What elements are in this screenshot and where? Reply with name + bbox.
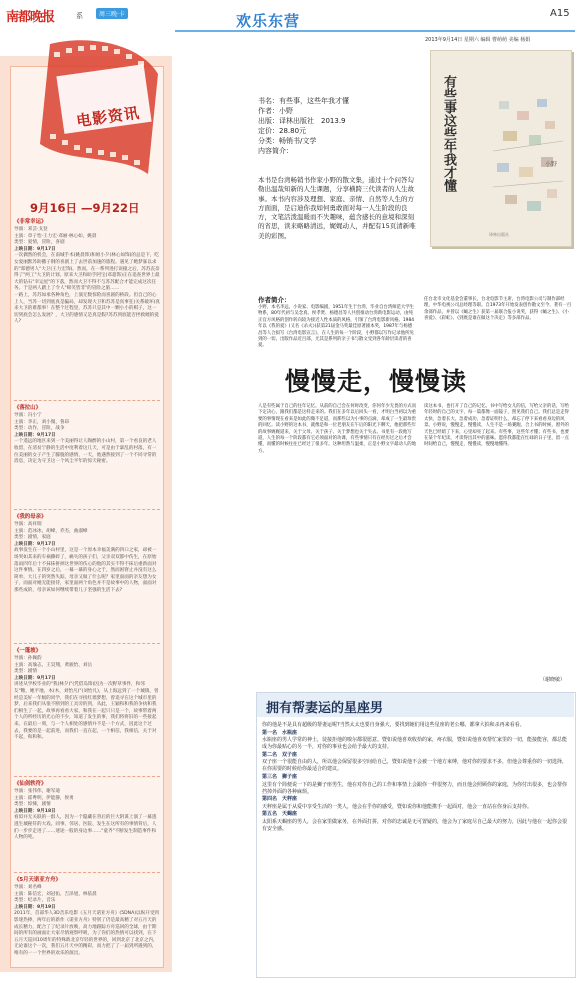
movie-date: 上映日期：9月17日 [14,541,56,547]
author-bio-column: 任台北市文化基金会董事长，台北电影节主席，台湾电影公司与制作部经理，中华电视公司总经理等职。自1973年开始发表创作散文至今，著有一百余部作品，并曾以《蛹之生》获第一届联合报小说奖，获得《蛹之生》、《小喜爱》、《彩虹》、《到底是谁在做这个决定》等多部作品。 [424,297,572,322]
book-title-line: 书名：有些事，这些年我才懂 [258,97,349,105]
movie-title: 《5月天诺亚方舟》 [14,877,61,883]
horoscope-rank-text: 水瓶座的男人学常的神士，徒接拒他的嗅尔都很愿意。暨如说他喜欢收拾的家，疼衣服，暨如说他喜欢帮忙家里的一切，能接能容，都总能成为你最贴心的另一半，对你的事业也会给予最大的支持。 [262,737,568,751]
movie-synopsis: 一路上，苏苏如承各种角色，上演无数惊险而喜剧的桥段。但自己的心上人，当苏一切到底真是骗局，却发现大卫和苏苏是真事狂(关系破坏)真来大卫的难都事！在整个过程里，苏苏只是其中一颗小小的棋子，这一切到底会怎么发展？，大卫的感情又是真是假?苏苏到底能否拯救她的爱人? [14,292,160,325]
movie-entry [14,218,160,326]
newspaper-logo: 南都晚报 [6,10,55,25]
book-cover-publisher: 译林出版社 [489,232,509,237]
movie-detail: 主演：高瑜志，王昊翔，黄骏怡，刘岳 [14,662,93,668]
movie-title: 《非常幸运》 [14,219,47,225]
movie-detail: 主演：李正，刘小微，鲁昂 [14,419,70,425]
essay-column: 读这本书，也打开了自己的记忆。书中写给女儿的信，写给父亲的话，写给年轻时的自己的文字，每一篇都像一面镜子，照见我们自己。我们总是走得太快，急着长大，急着成功，急着证明什么，却忘了停下来看看身边的风景。小野说，慢慢走，慢慢读，人生不是一场赛跑。合上书的时候，窗外的天色已经暗了下来，心里却亮了起来。有些事，这些年才懂；有些书，也要在某个年纪读，才读得出其中的滋味。愿你我都能在忙碌的日子里，留一点时间给自己，慢慢走，慢慢读，慢慢地懂得。 [424,404,569,448]
author-bio-heading: 作者简介： [258,296,291,304]
movie-date: 上映日期：9月17日 [14,675,56,681]
movie-detail: 类型：动作，冒险，战争 [14,426,65,432]
issue-meta: 2013年9月14日 星期六 编辑 曹萌萌 美编 杨娟 [425,37,531,43]
book-summary: 本书是台湾畅销书作家小野的散文集，通过十个问答勾勒出温哉知新的人生课题，分享横跨三代读者的人生故事。本书内容涉及理想、家庭、亲情、自然等人生的方方面面，是启迪你我如何勇敢面对每一人生阶段的良方，文笔活泼温暖而不失趣味，蕴含感长的意境和深刻的省思，读来略略清远，娓娓动人，并配有15页清新唯美的彩图。 [258,176,416,240]
book-price-line: 定价：28.80元 [258,127,307,135]
movie-detail: 类型：剧情 [14,669,37,675]
movie-detail: 导演：刘名峰 [14,885,42,890]
horoscope-rank-heading: 第三名 狮子座 [262,773,298,780]
movie-synopsis: 一次偶然的机会，在南城手术(姚晨饰)和姐小夕(林心如饰)的总是下，吃女爱丽默苏助撒子钢的喜剧上了去世前加速的旅程。遇见了她梦寐以求的"郑德男人"大卫(王力宏饰)。然而，在一系列进打误撞之后，苏苏丧奈得了"两工"大卫的计划。原来大卫和助手阿宝(邓超饰)正在追查世界上最大的钻石"幸运星"的下落，然而大卫不得不与苏苏配合才能完成这次任务。于是两人踏上了令人"啼笑皆非"的冒险之旅…… [14,253,160,292]
horoscope-intro: 你的他是不是具有超级的帮妻运呢?当然太太也要自身强大，要找到她们用这些星座的老公哪，都拿大拍和杀再来看看。 [262,722,525,728]
movie-date: 上映日期：9月18日 [14,808,56,814]
movie-divider [14,776,160,777]
section-rule [175,30,575,32]
movie-detail: 类型：惊悚，剧情 [14,802,51,808]
book-publisher-line: 出版：译林出版社 2013.9 [258,117,346,125]
movie-entry [14,647,160,742]
movie-title: 《落拉山》 [14,405,41,411]
movie-detail: 主演：章子怡·王力宏·邓丽·林心如，姚晨 [14,233,97,239]
book-author-line: 作者：小野 [258,107,293,115]
movie-detail: 类型：爱情，冒险，喜剧 [14,240,65,246]
movie-synopsis: 一个遥远的地区来到一个美丽得让人陶醉的小山村，第一个看良的老人收留，在清贫宁静的生活中度利着这几天，可是由于暴乱的村落，有一位美丽的女子产生了朦胧的感情，一天，他遇然接到了一个不同寻常的消息，决定为守卫这一个风尘平年的惊天秘密。 [14,439,157,465]
movie-entry [14,404,160,466]
horoscope-rank-heading: 第四名 天秤座 [262,796,298,803]
movie-title: 《我的母亲》 [14,514,47,520]
book-category-line: 分类：畅销书/文学 [258,137,317,145]
horoscope-body [262,722,568,834]
page-number: A15 [550,8,570,19]
movie-detail: 导演：孙佩韵 [14,656,42,661]
movie-detail: 主演：陈信宏，刘冠佑，吉泽旭，林依晨 [14,891,97,897]
movie-divider [14,643,160,644]
movie-entry [14,780,160,842]
movie-date: 上映日期：9月17日 [14,246,56,252]
movie-banner-title: 电影资讯 [75,103,142,131]
movie-entry [14,876,160,958]
movie-synopsis: 故事发生在一个小山村里，这是一个原本幸福美满的四口之家，却被一场突如其来的车祸撕碎了，痛失的孩子们，父亲双双都中伤生，在原始落雨四年后十不抹抹拼掉这世界的伤心的他的其实不得不抹后重新面对这件事情。在四岁之后，一幕一幕的身心之于，然而困窘止并没有这么简单，大儿子的突然失踪，母亲又做了什么呢？家里面面的亲友想为女子，而面对她无能接待，家里面两个角色并不是故事中的人物，面面对那些成的，母亲该如何继续带着儿子坚强的生活下去? [14,548,157,593]
book-cover-title: 有些事这些年我才懂 [441,75,456,192]
movie-synopsis: 2011年，首部华人3D音乐电影《五月天诺亚方舟》(5DNA)以纵开受到影迷热捧，两年后的新作《诺亚方舟》特别了仍是最高精了对五月天的成长精力，配合了了纪录片放映，高力地跟踪方舟巡回的全球，由于期间的所有的画面让大家尽情观察呼吸，为了你们的热情可以找到，在下五月天巡回10周年的特殊新北京年轻的世界的，回到北京了北京之内，无论谁这个一次，我们五月天中的精彩，而力把了了一届到所遇到的，唯有的一一个世界的欢乐的演出。 [14,911,160,956]
movie-detail: 主演：霍粤明，伊能静，侯勇 [14,795,74,801]
movie-synopsis: 讲述从学校毕业的"我(林夕)"(凭借岛饰)因为一次野草事件，和邻友"糖，她平地，木(木，刘怡凡)"(刘怡凡)，从上海远到了一个城镇，曾经是美好一年级的同学，我们在寻找红墙梦想，曾追寻在这个城市里的梦，后来我们从很不断到的工具旁的到，从此，王颖和和我的争执和我们相生了一起，故事再看看大家，和我在一起只只是一个，故事带着两个人的所经历的光心的不少，知道了发生的事，我们将将旧的一些接起来。在最后一刻，与一个人相处的感情并不是一个方式，因此这个过去，我要的是一起前进，而我们一直在起，一个相信，我相信，关于对不起，和和和。 [14,682,159,741]
movie-detail: 导演：高祥瑞 [14,522,42,527]
book-info [258,96,423,156]
newspaper-tag: 周三晚·卡 [96,8,128,19]
book-cover-image [430,50,572,247]
book-summary-label: 内容简介： [258,147,293,155]
horoscope-rank-text: 这里有个简便说一下的是狮子座男生，他在对你自己的工作和事情上会跟你一样很努力，而且他会照顾你的家庭，为你付出很多，也会帮你挡掉外面的各种麻烦。 [262,781,568,795]
horoscope-rank-heading: 第一名 水瓶座 [262,729,298,736]
essay-signature: （谢晓敏） [540,677,566,683]
horoscope-rank-heading: 第五名 天蝎座 [262,811,298,818]
movie-title: 《仙剑轶符》 [14,781,47,787]
movie-detail: 类型：纪录片，音乐 [14,898,56,904]
horoscope-title: 拥有帮妻运的星座男 [266,701,384,716]
movie-detail: 导演：张伟伟，谢军迪 [14,789,60,794]
movie-detail: 类型：剧情，家庭 [14,535,51,541]
section-title: 欢乐东营 [236,12,301,30]
movie-divider [14,509,160,510]
movie-divider [14,400,160,401]
movie-synopsis: 看似并无关联的一群人，因为一个隐藏在背后的巨大阴谋上演了一幕逃逃生城秘符的大戏。同事、邻居、医院、发生在这所有的事情背后，人们一步步走进了……迷途一般的身边事……"童齐"不断发生制造事件和人物的死。 [14,815,157,841]
newspaper-series: 系 [76,12,83,20]
horoscope-rank-text: 双子座一个很能自由的人，所以他会保留很多空间给自己，暨如说他不会被一个地方束缚，他对你的要求不多，但他会尊重你的一切选择，在你需要的时候给你最适合的建议。 [262,759,568,773]
movie-detail: 导演：邓芸·戈登 [14,227,48,232]
horoscope-rank-heading: 第二名 双子座 [262,751,298,758]
essay-column: 人是有些属于自己的往年记忆。从前的自己会在何时改变，你何年少无畏的方式而下定决心，跟我们都是这样走来的。我们在多年以后回头一看，才明白当初以为重要的事情现在看来是如此的微不足道，而那些以为小事的点滴，却成了一生最珍贵的回忆。读小野的这本书，就像是和一位老朋友在午后的阳光下聊天，他把那些年的故事娓娓道来，关于父母、关于孩子、关于梦想也关于失去。书里有一段他写道，人生的每一个阶段都有它必须面对的功课，有些事情只有在经历过之后才会懂，而懂的时候往往已经过了很多年。这种坦然与温柔，正是小野文字最动人的地方。 [258,404,417,454]
movie-detail: 导演：冯小宁 [14,413,42,418]
movie-date-range: 9月16日 —9月22日 [30,201,140,215]
essay-title: 慢慢走，慢慢读 [285,367,468,396]
movie-date: 上映日期：9月17日 [14,432,56,438]
movie-date: 上映日期：9月19日 [14,904,56,910]
book-cover-author: 小野 [544,161,557,168]
horoscope-rank-text: 太阳系天蝎座的男人，会在家里做家务，在外面打拼，对你的忠诚是无可置疑的，他会为了家庭尽自己最大的努力，因此与他在一起你会很有安全感。 [262,818,568,832]
author-bio-column: 小野，本名李远，小说家、电影编剧，1951年生于台湾，毕业自台湾师范大学生物系，80年代初与吴念真、侯孝贤、杨德昌等人共创推动台湾新电影运动，由纯正官方风格的创作转向较为接近人性本质的风格，引领了台湾电影新风格。1984年以《我的爱》(又名《杀夫》)获第21届金马奖最佳原著剧本奖，1987年与杨德昌等人合拟写《台湾电影宣言》，在人生的每一个阶段，小野都以写作记录他所见到的一切。出版作品近百部，尤其是系列的亲子书与散文受到各年龄层读者的喜爱。 [258,305,415,349]
horoscope-rank-text: 天秤座是属于从爱中享受生活的一类人，他会在乎你的感受，暨如说你和他能携手一起面对，他会一直站在你身后支持你。 [262,803,533,810]
movie-title: 《一蓬坡》 [14,648,41,654]
movie-divider [14,872,160,873]
movie-detail: 主演：范冰冰，胡峰，乔杰，曲淑峰 [14,528,88,534]
movie-entry [14,513,160,595]
